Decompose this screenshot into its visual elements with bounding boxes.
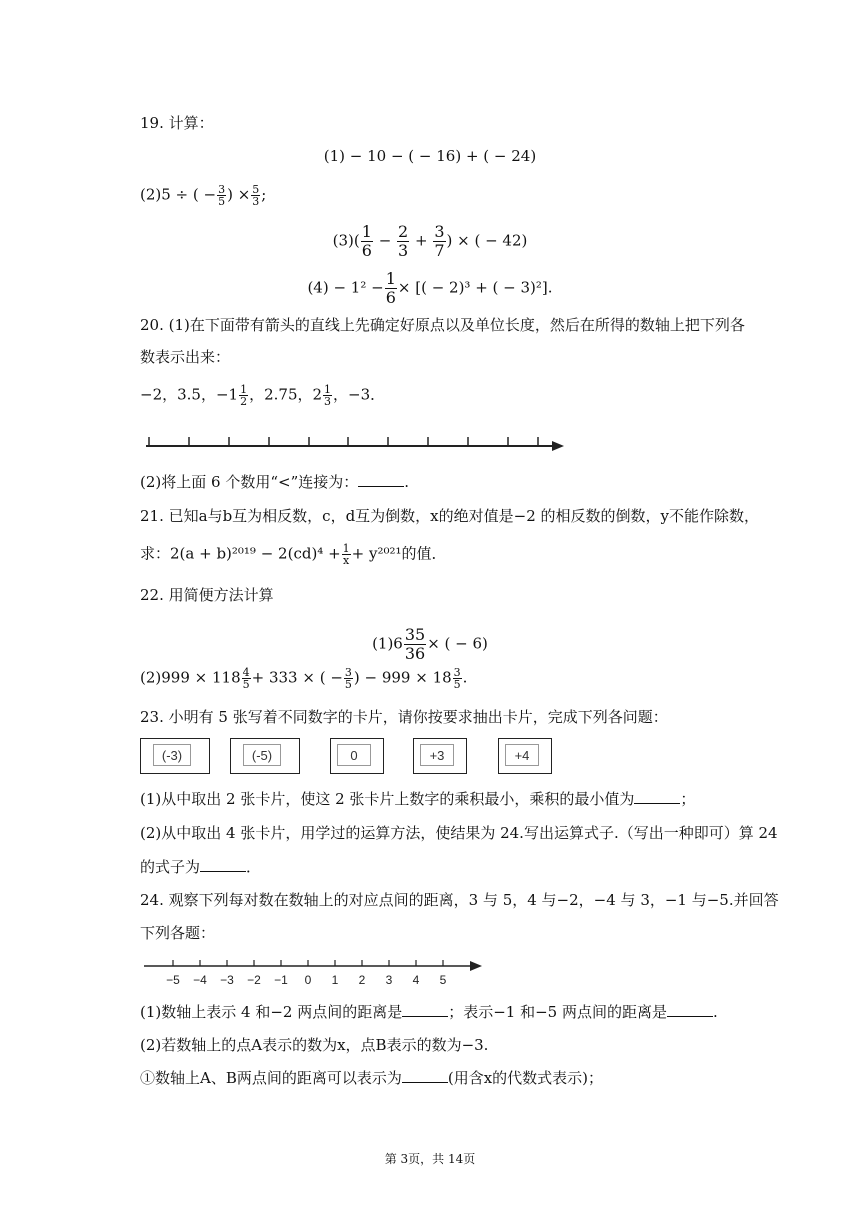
card-plus-3[interactable]: +3 [413,738,467,774]
number-cards [140,738,580,778]
q24-part1: (1)数轴上表示 4 和−2 两点间的距离是 ；表示−1 和−5 两点间的距离是 . [140,1003,718,1021]
tick-label: −5 [166,973,180,987]
q23-part2-line1: (2)从中取出 4 张卡片，用学过的运算方法，使结果为 24.写出运算式子.（写出一种即可）算 24 [140,824,778,842]
answer-blank[interactable] [634,789,680,804]
card-minus-5[interactable]: (-5) [230,738,300,774]
q19-part2: (2)5 ÷ ( − $\frac{3}{5}$ ) × $\frac{5}{3}$ ; [140,183,267,208]
tick-label: 5 [439,973,447,987]
answer-blank[interactable] [358,472,404,487]
number-line-blank [140,432,570,456]
answer-blank[interactable] [402,1068,448,1083]
q20-numbers: −2，3.5，−1 $\frac{1}{2}$ ，2.75，2 $\frac{1}{3}$ ，−3． [140,383,386,408]
tick-label: −1 [274,973,288,987]
q19-part3: (3)( $\frac{1}{6}$ − $\frac{2}{3}$ + $\frac{3}{7}$ ) × ( − 42) [332,222,528,260]
q24-line2: 下列各题： [140,924,216,942]
answer-blank[interactable] [200,857,246,872]
tick-label: 1 [331,973,339,987]
q22-title: 22. 用简便方法计算 [140,586,274,604]
q21-line2: 求：2(a + b)²⁰¹⁹ − 2(cd)⁴ + $\frac{1}{x}$ + y²⁰²¹的值． [140,542,447,567]
tick-label: −2 [247,973,261,987]
tick-label: 0 [304,973,312,987]
q22-part1: (1)6 $\frac{35}{36}$ × ( − 6) [372,625,488,663]
q20-line2: 数表示出来： [140,348,231,366]
q23-title: 23. 小明有 5 张写着不同数字的卡片，请你按要求抽出卡片，完成下列各问题： [140,708,668,726]
q19-title: 19. 计算： [140,114,214,132]
q19-part4: (4) − 1² − $\frac{1}{6}$ × [( − 2)³ + ( − 3)²]. [307,269,553,307]
answer-blank[interactable] [402,1002,448,1017]
q23-part2-line2: 的式子为 ． [140,858,262,876]
tick-label: 4 [412,973,420,987]
q22-part2: (2)999 × 118 $\frac{4}{5}$ + 333 × ( − $\frac{3}{5}$ ) − 999 × 18 $\frac{3}{5}$ . [140,666,468,691]
tick-label: −3 [220,973,234,987]
card-plus-4[interactable]: +4 [498,738,552,774]
tick-label: 2 [358,973,366,987]
card-minus-3[interactable]: (-3) [140,738,210,774]
q20-part2: (2)将上面 6 个数用“<”连接为： . [140,473,410,491]
q24-line1: 24. 观察下列每对数在数轴上的对应点间的距离，3 与 5，4 与−2，−4 与 3，−1 与−5.并回答 [140,891,779,909]
tick-label: 3 [385,973,393,987]
tick-label: −4 [193,973,207,987]
q21-line1: 21. 已知a与b互为相反数，c，d互为倒数，x的绝对值是−2 的相反数的倒数，y不能作除数， [140,507,759,525]
card-zero[interactable]: 0 [330,738,384,774]
q24-part3: ①数轴上A、B两点间的距离可以表示为 (用含x的代数式表示)； [140,1069,604,1087]
q24-part2: (2)若数轴上的点A表示的数为x，点B表示的数为−3. [140,1036,489,1054]
answer-blank[interactable] [667,1002,713,1017]
number-line-labeled [140,956,490,992]
q19-part1: (1) − 10 − ( − 16) + ( − 24) [323,147,537,165]
page-footer: 第 3页，共 14页 [384,1152,476,1166]
q20-line1: 20. (1)在下面带有箭头的直线上先确定好原点以及单位长度，然后在所得的数轴上把下列各 [140,316,745,334]
q23-part1: (1)从中取出 2 张卡片，使这 2 张卡片上数字的乘积最小，乘积的最小值为 ； [140,790,696,808]
